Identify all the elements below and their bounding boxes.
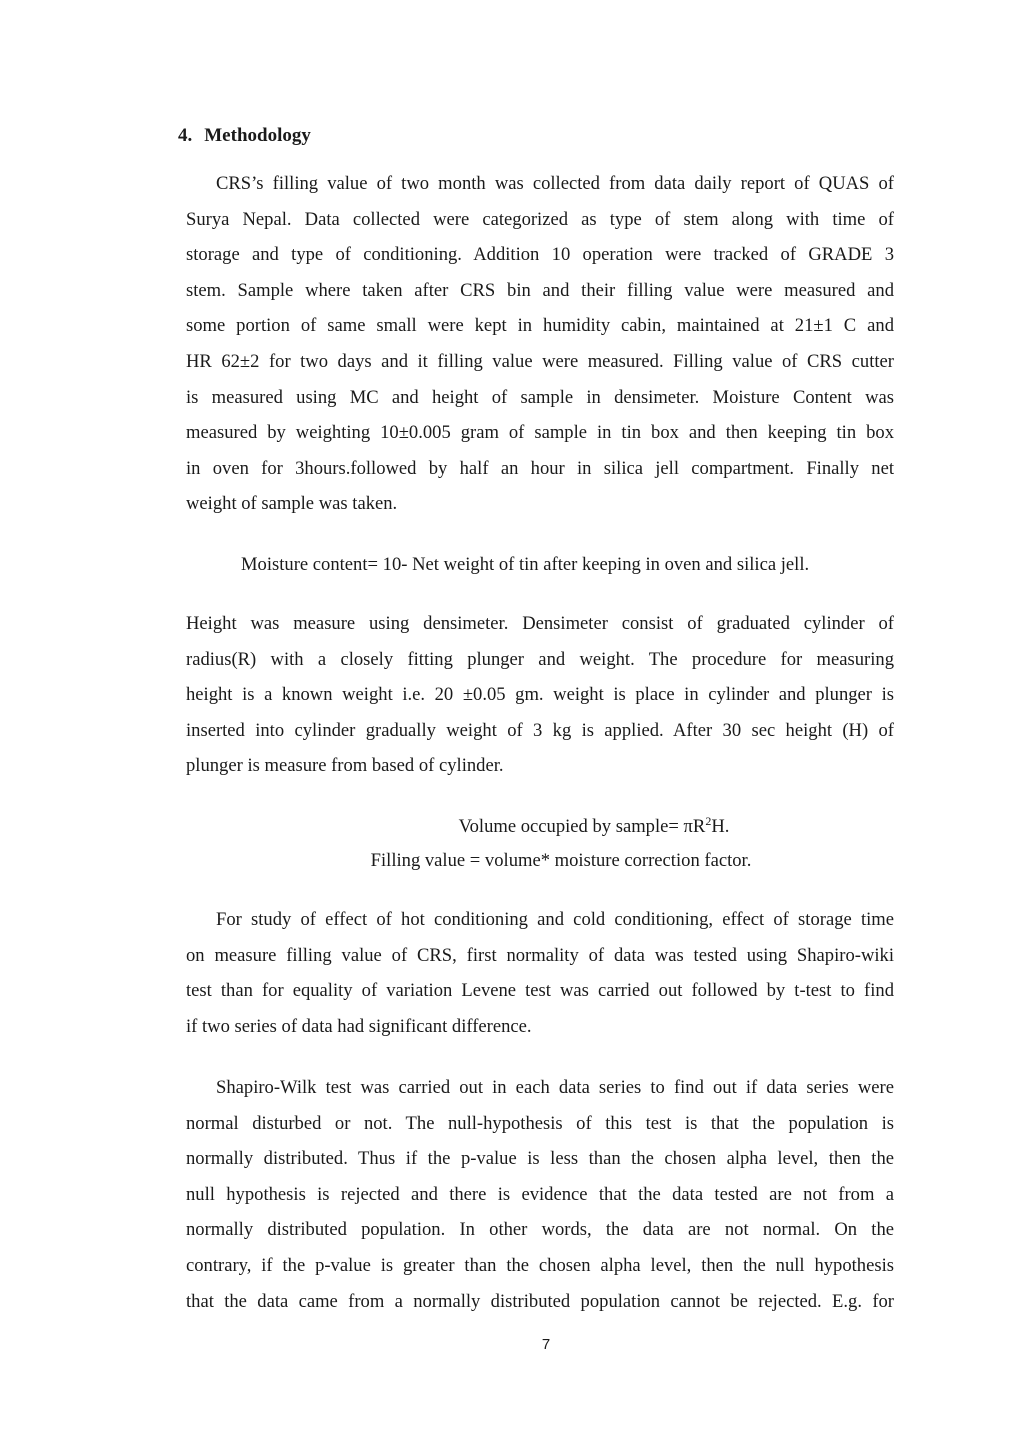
formula-moisture-content: Moisture content= 10- Net weight of tin after keeping in oven and silica jell.	[241, 554, 810, 575]
section-title: Methodology	[204, 125, 311, 146]
paragraph-line: normally distributed population. In other words, the data are not normal. On the	[186, 1219, 894, 1241]
paragraph-line: Shapiro-Wilk test was carried out in each data series to find out if data series were	[216, 1077, 894, 1098]
formula-volume-suffix: H.	[711, 816, 730, 837]
paragraph-line: CRS’s filling value of two month was collected from data daily report of QUAS of	[216, 173, 894, 194]
paragraph-line: For study of effect of hot conditioning and cold conditioning, effect of storage time	[216, 909, 894, 930]
paragraph-line: normally distributed. Thus if the p-value is less than the chosen alpha level, then the	[186, 1148, 894, 1170]
paragraph-line: if two series of data had significant difference.	[186, 1015, 532, 1037]
paragraph-line: normal disturbed or not. The null-hypothesis of this test is that the population is	[186, 1112, 894, 1134]
paragraph-line: in oven for 3hours.followed by half an hour in silica jell compartment. Finally net	[186, 457, 894, 479]
formula-volume-superscript: 2	[705, 813, 712, 828]
paragraph-line: plunger is measure from based of cylinder.	[186, 755, 504, 777]
paragraph-height-measurement	[186, 606, 894, 784]
section-heading	[178, 124, 311, 148]
paragraph-line: is measured using MC and height of sample in densimeter. Moisture Content was	[186, 386, 894, 408]
paragraph-line: measured by weighting 10±0.005 gram of sample in tin box and then keeping tin box	[186, 422, 894, 444]
paragraph-line: contrary, if the p-value is greater than the chosen alpha level, then the null hypothesis	[186, 1254, 894, 1276]
formula-filling-value: Filling value = volume* moisture correction factor.	[370, 850, 752, 871]
paragraph-line: stem. Sample where taken after CRS bin and their filling value were measured and	[186, 279, 894, 301]
paragraph-line: HR 62±2 for two days and it filling value were measured. Filling value of CRS cutter	[186, 350, 894, 372]
paragraph-line: storage and type of conditioning. Addition 10 operation were tracked of GRADE 3	[186, 244, 894, 266]
paragraph-line: on measure filling value of CRS, first normality of data was tested using Shapiro-wiki	[186, 944, 894, 966]
paragraph-statistical-study	[186, 902, 894, 1044]
paragraph-line: that the data came from a normally distributed population cannot be rejected. E.g. for	[186, 1290, 894, 1312]
paragraph-line: inserted into cylinder gradually weight of 3 kg is applied. After 30 sec height (H) of	[186, 719, 894, 741]
paragraph-line: weight of sample was taken.	[186, 493, 398, 515]
page-number: 7	[541, 1336, 551, 1353]
paragraph-line: test than for equality of variation Levene test was carried out followed by t-test to find	[186, 980, 894, 1002]
paragraph-line: radius(R) with a closely fitting plunger and weight. The procedure for measuring	[186, 648, 894, 670]
section-number: 4.	[178, 125, 193, 146]
paragraph-shapiro-wilk	[186, 1070, 894, 1319]
paragraph-line: Height was measure using densimeter. Densimeter consist of graduated cylinder of	[186, 613, 894, 634]
paragraph-line: height is a known weight i.e. 20 ±0.05 gm. weight is place in cylinder and plunger is	[186, 684, 894, 706]
formula-volume-prefix: Volume occupied by sample= πR	[458, 816, 706, 837]
paragraph-line: Surya Nepal. Data collected were categorized as type of stem along with time of	[186, 208, 894, 230]
paragraph-line: null hypothesis is rejected and there is evidence that the data tested are not from a	[186, 1183, 894, 1205]
paragraph-data-collection	[186, 166, 894, 522]
paragraph-line: some portion of same small were kept in humidity cabin, maintained at 21±1 C and	[186, 315, 894, 337]
formula-volume	[186, 815, 1002, 839]
